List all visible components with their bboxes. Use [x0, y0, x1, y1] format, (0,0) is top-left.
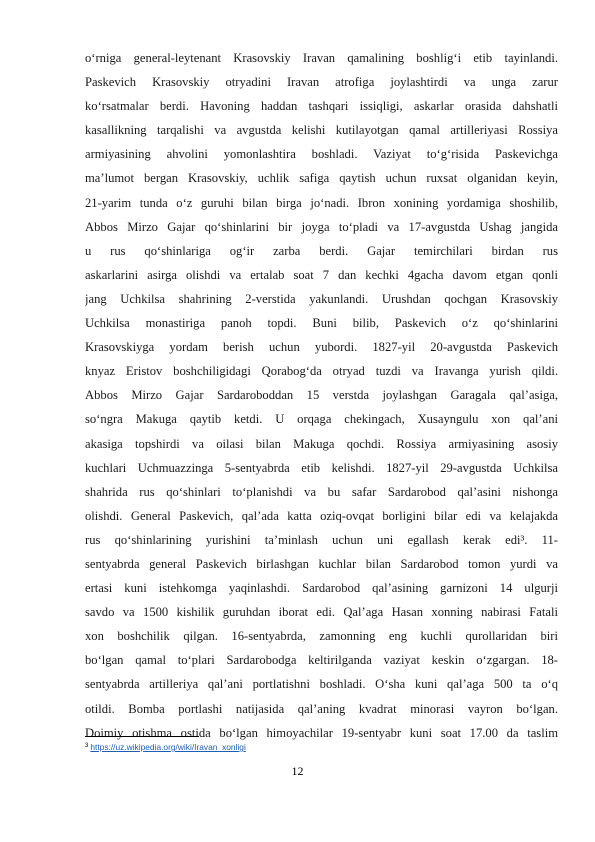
text-line: sentyabrda general Paskevich birlashgan kuchlar bilan Sardarobod tomon yurdi va	[85, 556, 558, 571]
text-line: olishdi. General Paskevich, qal’ada katta oziq-ovqat borligini bilar edi va kelajakda	[85, 508, 558, 523]
text-line: u rus qo‘shinlariga og‘ir zarba berdi. Gajar temirchilari birdan rus	[85, 243, 558, 258]
text-line: askarlarini asirga olishdi va ertalab soat 7 dan kechki 4gacha davom etgan qonli	[85, 267, 558, 282]
text-line: so‘ngra Makuga qaytib ketdi. U orqaga chekingach, Xusayngulu xon qal’ani	[85, 412, 558, 427]
text-line: o‘rniga general-leytenant Krasovskiy Iravan qamalining boshlig‘i etib tayinlandi.	[85, 51, 558, 65]
text-line: akasiga topshirdi va oilasi bilan Makuga qochdi. Rossiya armiyasining asosiy	[85, 436, 558, 451]
page-number: 12	[291, 764, 304, 778]
text-line: knyaz Eristov boshchiligidagi Qorabog‘da otryad tuzdi va Iravanga yurish qildi.	[85, 364, 558, 379]
footnote	[85, 741, 246, 752]
text-line: bo‘lgan qamal to‘plari Sardarobodga keltirilganda vaziyat keskin o‘zgargan. 18-	[85, 653, 558, 668]
text-line: shahrida rus qo‘shinlari to‘planishdi va bu safar Sardarobod qal’asini nishonga	[85, 484, 558, 499]
text-line: xon boshchilik qilgan. 16-sentyabrda, zamonning eng kuchli qurollaridan biri	[85, 629, 558, 644]
footnote-separator	[85, 736, 199, 737]
body-paragraph	[85, 46, 558, 745]
footnote-link[interactable]: https://uz.wikipedia.org/wiki/Iravan_xonligi	[90, 742, 246, 752]
text-line: sentyabrda artilleriya qal’ani portlatishni boshladi. O‘sha kuni qal’aga 500 ta o‘q	[85, 677, 558, 692]
text-line: armiyasining ahvolini yomonlashtira boshladi. Vaziyat to‘g‘risida Paskevichga	[85, 147, 558, 162]
text-line: ma’lumot bergan Krasovskiy, uchlik safiga qaytish uchun ruxsat olganidan keyin,	[85, 171, 558, 186]
text-line: ko‘rsatmalar berdi. Havoning haddan tashqari issiqligi, askarlar orasida dahshatli	[85, 99, 558, 114]
text-line: Abbos Mirzo Gajar Sardaroboddan 15 verstda joylashgan Garagala qal’asiga,	[85, 388, 558, 403]
text-line: ertasi kuni istehkomga yaqinlashdi. Sardarobod qal’asining garnizoni 14 ulgurji	[85, 581, 558, 596]
text-line: kuchlari Uchmuazzinga 5-sentyabrda etib kelishdi. 1827-yil 29-avgustda Uchkilsa	[85, 460, 558, 475]
text-line: Krasovskiyga yordam berish uchun yubordi. 1827-yil 20-avgustda Paskevich	[85, 340, 558, 355]
text-line: Doimiy otishma ostida bo‘lgan himoyachilar 19-sentyabr kuni soat 17.00 da taslim	[85, 725, 558, 740]
text-line: Abbos Mirzo Gajar qo‘shinlarini bir joyga to‘pladi va 17-avgustda Ushag jangida	[85, 219, 558, 234]
text-line: otildi. Bomba portlashi natijasida qal’aning kvadrat minorasi vayron bo‘lgan.	[85, 701, 558, 716]
text-line: Uchkilsa monastiriga panoh topdi. Buni bilib, Paskevich o‘z qo‘shinlarini	[85, 316, 558, 331]
text-line: jang Uchkilsa shahrining 2-verstida yakunlandi. Urushdan qochgan Krasovskiy	[85, 291, 558, 306]
text-line: rus qo‘shinlarining yurishini ta’minlash uchun uni egallash kerak edi³. 11-	[85, 532, 558, 547]
text-line: kasallikning tarqalishi va avgustda kelishi kutilayotgan qamal artilleriyasi Rossiya	[85, 123, 558, 138]
footnote-marker: 3	[85, 743, 89, 749]
text-line: 21-yarim tunda o‘z guruhi bilan birga jo‘nadi. Ibron xonining yordamiga shoshilib,	[85, 195, 558, 210]
text-line: savdo va 1500 kishilik guruhdan iborat edi. Qal’aga Hasan xonning nabirasi Fatali	[85, 605, 558, 620]
text-line: Paskevich Krasovskiy otryadini Iravan atrofiga joylashtirdi va unga zarur	[85, 75, 558, 90]
